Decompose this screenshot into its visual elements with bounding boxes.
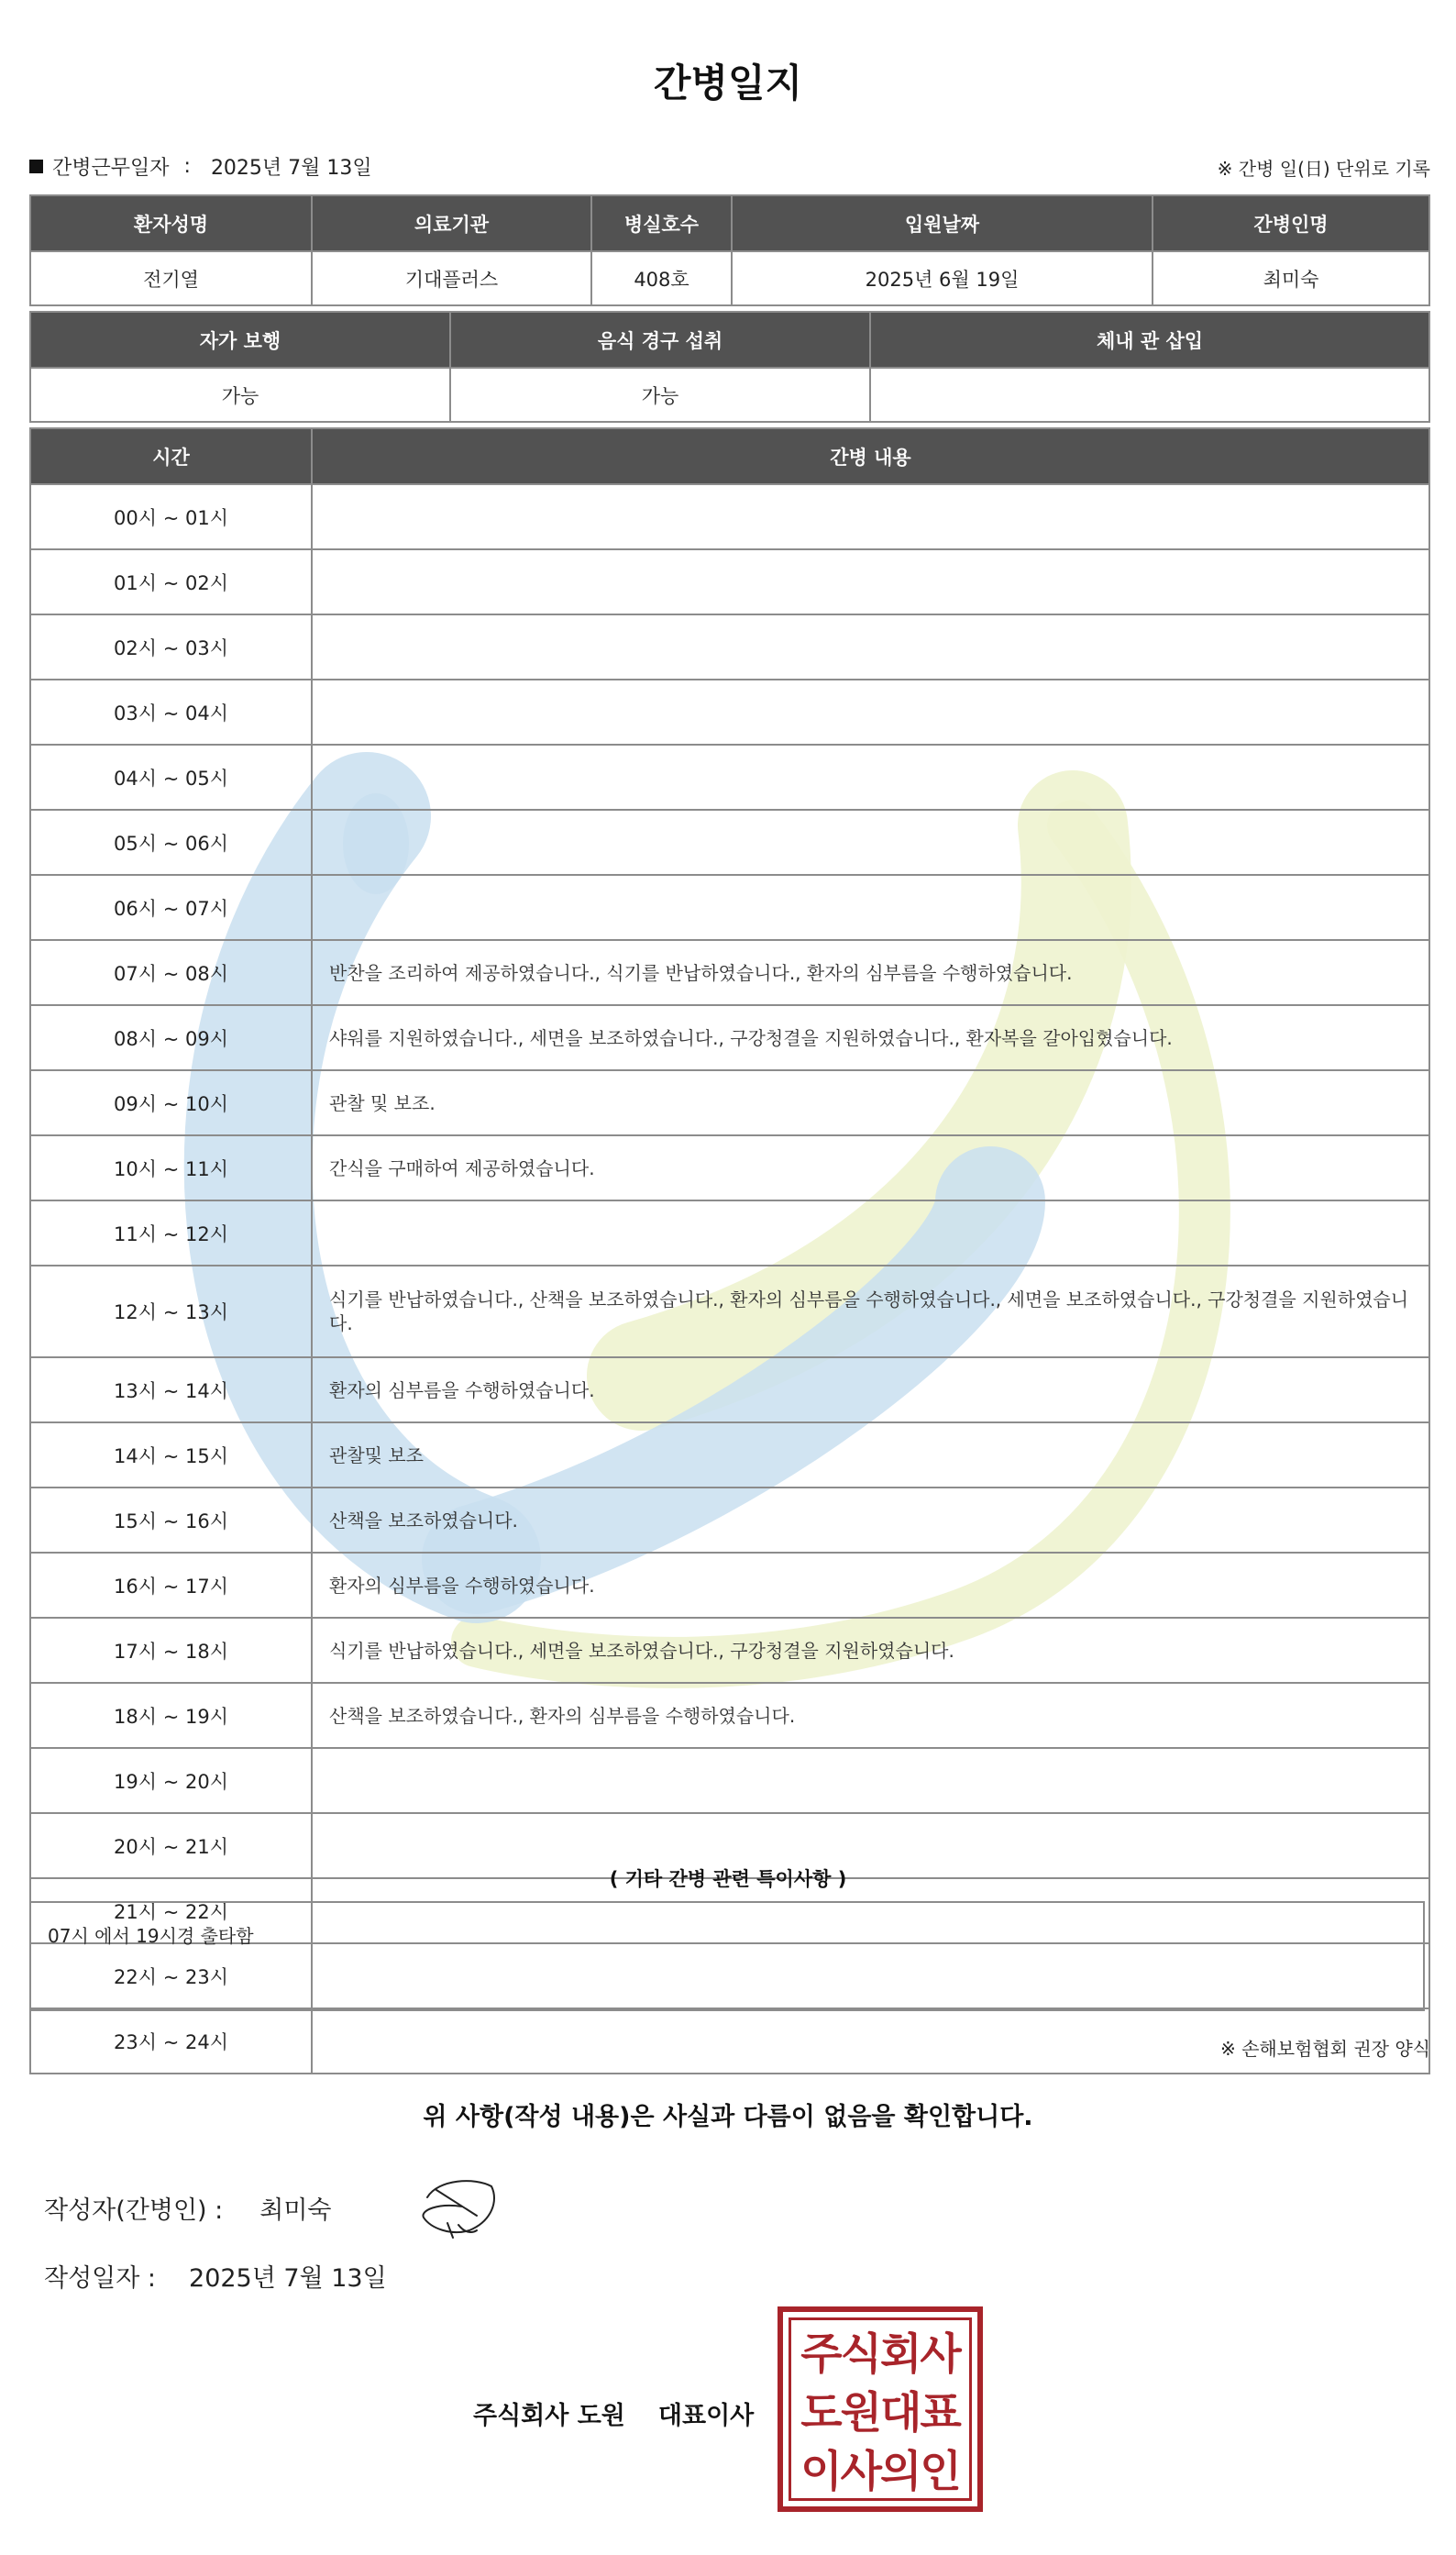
header-patient-name: 환자성명 <box>30 195 312 251</box>
company-line <box>473 2395 754 2431</box>
log-row <box>30 1683 1429 1748</box>
log-row <box>30 1135 1429 1200</box>
log-content: 환자의 심부름을 수행하였습니다. <box>312 1357 1429 1422</box>
log-content <box>312 614 1429 680</box>
page-title: 간병일지 <box>653 61 803 105</box>
seal-row-1: 주식회사 <box>800 2329 960 2380</box>
log-row <box>30 680 1429 745</box>
log-row <box>30 484 1429 549</box>
header-oral-intake: 음식 경구 섭취 <box>450 312 870 368</box>
representative-title: 대표이사 <box>657 2402 755 2430</box>
log-content: 관찰및 보조 <box>312 1422 1429 1488</box>
log-time: 07시 ~ 08시 <box>30 940 312 1005</box>
patient-status-table <box>29 311 1430 423</box>
log-time: 15시 ~ 16시 <box>30 1488 312 1553</box>
log-content <box>312 745 1429 810</box>
patient-name-value: 전기열 <box>30 251 312 305</box>
header-self-walking: 자가 보행 <box>30 312 450 368</box>
log-row <box>30 810 1429 875</box>
log-time: 21시 ~ 22시 <box>30 1878 312 1943</box>
log-time: 20시 ~ 21시 <box>30 1813 312 1878</box>
log-time: 12시 ~ 13시 <box>30 1266 312 1357</box>
log-content: 식기를 반납하였습니다., 산책을 보조하였습니다., 환자의 심부름을 수행하였습니다., 세면을 보조하였습니다., 구강청결을 지원하였습니다. <box>312 1266 1429 1357</box>
log-row <box>30 745 1429 810</box>
oral-intake-value: 가능 <box>450 368 870 422</box>
company-seal <box>778 2306 983 2512</box>
log-content <box>312 1748 1429 1813</box>
log-time: 04시 ~ 05시 <box>30 745 312 810</box>
author-name: 최미숙 <box>259 2196 332 2225</box>
date-label: 작성일자 : <box>44 2264 157 2293</box>
admission-date-value: 2025년 6월 19일 <box>732 251 1153 305</box>
author-line <box>44 2190 332 2226</box>
log-content <box>312 810 1429 875</box>
header-tube-insertion: 체내 관 삽입 <box>870 312 1429 368</box>
work-date-line <box>29 152 372 181</box>
log-content: 산책을 보조하였습니다., 환자의 심부름을 수행하였습니다. <box>312 1683 1429 1748</box>
log-time: 09시 ~ 10시 <box>30 1070 312 1135</box>
log-time: 22시 ~ 23시 <box>30 1943 312 2008</box>
log-row <box>30 875 1429 940</box>
log-time: 01시 ~ 02시 <box>30 549 312 614</box>
patient-info-table <box>29 194 1430 306</box>
log-time: 23시 ~ 24시 <box>30 2008 312 2074</box>
log-row <box>30 549 1429 614</box>
tube-insertion-value <box>870 368 1429 422</box>
form-footnote: ※ 손해보험협회 권장 양식 <box>1219 2038 1430 2060</box>
log-content: 산책을 보조하였습니다. <box>312 1488 1429 1553</box>
date-line <box>44 2258 387 2294</box>
signature-mark <box>411 2170 502 2243</box>
log-content: 간식을 구매하여 제공하였습니다. <box>312 1135 1429 1200</box>
company-name: 주식회사 도원 <box>473 2402 625 2430</box>
log-time: 08시 ~ 09시 <box>30 1005 312 1070</box>
log-row <box>30 1357 1429 1422</box>
log-row <box>30 614 1429 680</box>
header-care-content: 간병 내용 <box>312 428 1429 484</box>
log-content: 식기를 반납하였습니다., 세면을 보조하였습니다., 구강청결을 지원하였습니다. <box>312 1618 1429 1683</box>
log-time: 13시 ~ 14시 <box>30 1357 312 1422</box>
record-note: ※ 간병 일(日) 단위로 기록 <box>1217 158 1430 180</box>
log-time: 03시 ~ 04시 <box>30 680 312 745</box>
log-content <box>312 484 1429 549</box>
work-date-label: 간병근무일자 <box>52 157 170 180</box>
log-content: 샤워를 지원하였습니다., 세면을 보조하였습니다., 구강청결을 지원하였습니다., 환자복을 갈아입혔습니다. <box>312 1005 1429 1070</box>
log-content <box>312 680 1429 745</box>
log-time: 06시 ~ 07시 <box>30 875 312 940</box>
log-row <box>30 1005 1429 1070</box>
log-content: 환자의 심부름을 수행하였습니다. <box>312 1553 1429 1618</box>
log-content: 반찬을 조리하여 제공하였습니다., 식기를 반납하였습니다., 환자의 심부름을 수행하였습니다. <box>312 940 1429 1005</box>
notes-text: 07시 에서 19시경 출타함 <box>48 1925 254 1947</box>
log-row <box>30 1553 1429 1618</box>
seal-row-3: 이사의인 <box>800 2447 960 2497</box>
log-time: 05시 ~ 06시 <box>30 810 312 875</box>
log-time: 16시 ~ 17시 <box>30 1553 312 1618</box>
seal-row-2: 도원대표 <box>800 2388 960 2439</box>
log-row <box>30 1200 1429 1266</box>
work-date-value: 2025년 7월 13일 <box>210 157 372 180</box>
header-room: 병실호수 <box>591 195 732 251</box>
room-value: 408호 <box>591 251 732 305</box>
log-time: 02시 ~ 03시 <box>30 614 312 680</box>
author-label: 작성자(간병인) : <box>44 2196 224 2225</box>
log-content <box>312 1200 1429 1266</box>
notes-box <box>29 1901 1425 2011</box>
log-content <box>312 875 1429 940</box>
log-content <box>312 549 1429 614</box>
work-date-separator: : <box>183 155 191 178</box>
caregiver-name-value: 최미숙 <box>1153 251 1429 305</box>
header-hospital: 의료기관 <box>312 195 591 251</box>
notes-title: ( 기타 간병 관련 특이사항 ) <box>609 1868 847 1890</box>
header-caregiver-name: 간병인명 <box>1153 195 1429 251</box>
log-row <box>30 1618 1429 1683</box>
log-row <box>30 1748 1429 1813</box>
self-walking-value: 가능 <box>30 368 450 422</box>
bullet-square-icon <box>29 160 43 173</box>
log-time: 14시 ~ 15시 <box>30 1422 312 1488</box>
confirmation-statement: 위 사항(작성 내용)은 사실과 다름이 없음을 확인합니다. <box>423 2103 1033 2131</box>
log-row <box>30 1070 1429 1135</box>
care-log-table <box>29 427 1430 2074</box>
log-row <box>30 1488 1429 1553</box>
log-time: 17시 ~ 18시 <box>30 1618 312 1683</box>
log-row <box>30 940 1429 1005</box>
log-time: 19시 ~ 20시 <box>30 1748 312 1813</box>
header-admission-date: 입원날짜 <box>732 195 1153 251</box>
log-time: 18시 ~ 19시 <box>30 1683 312 1748</box>
log-time: 00시 ~ 01시 <box>30 484 312 549</box>
log-content: 관찰 및 보조. <box>312 1070 1429 1135</box>
header-time: 시간 <box>30 428 312 484</box>
log-time: 11시 ~ 12시 <box>30 1200 312 1266</box>
log-row <box>30 1422 1429 1488</box>
date-value: 2025년 7월 13일 <box>189 2264 387 2293</box>
log-time: 10시 ~ 11시 <box>30 1135 312 1200</box>
log-row <box>30 1266 1429 1357</box>
hospital-value: 기대플러스 <box>312 251 591 305</box>
